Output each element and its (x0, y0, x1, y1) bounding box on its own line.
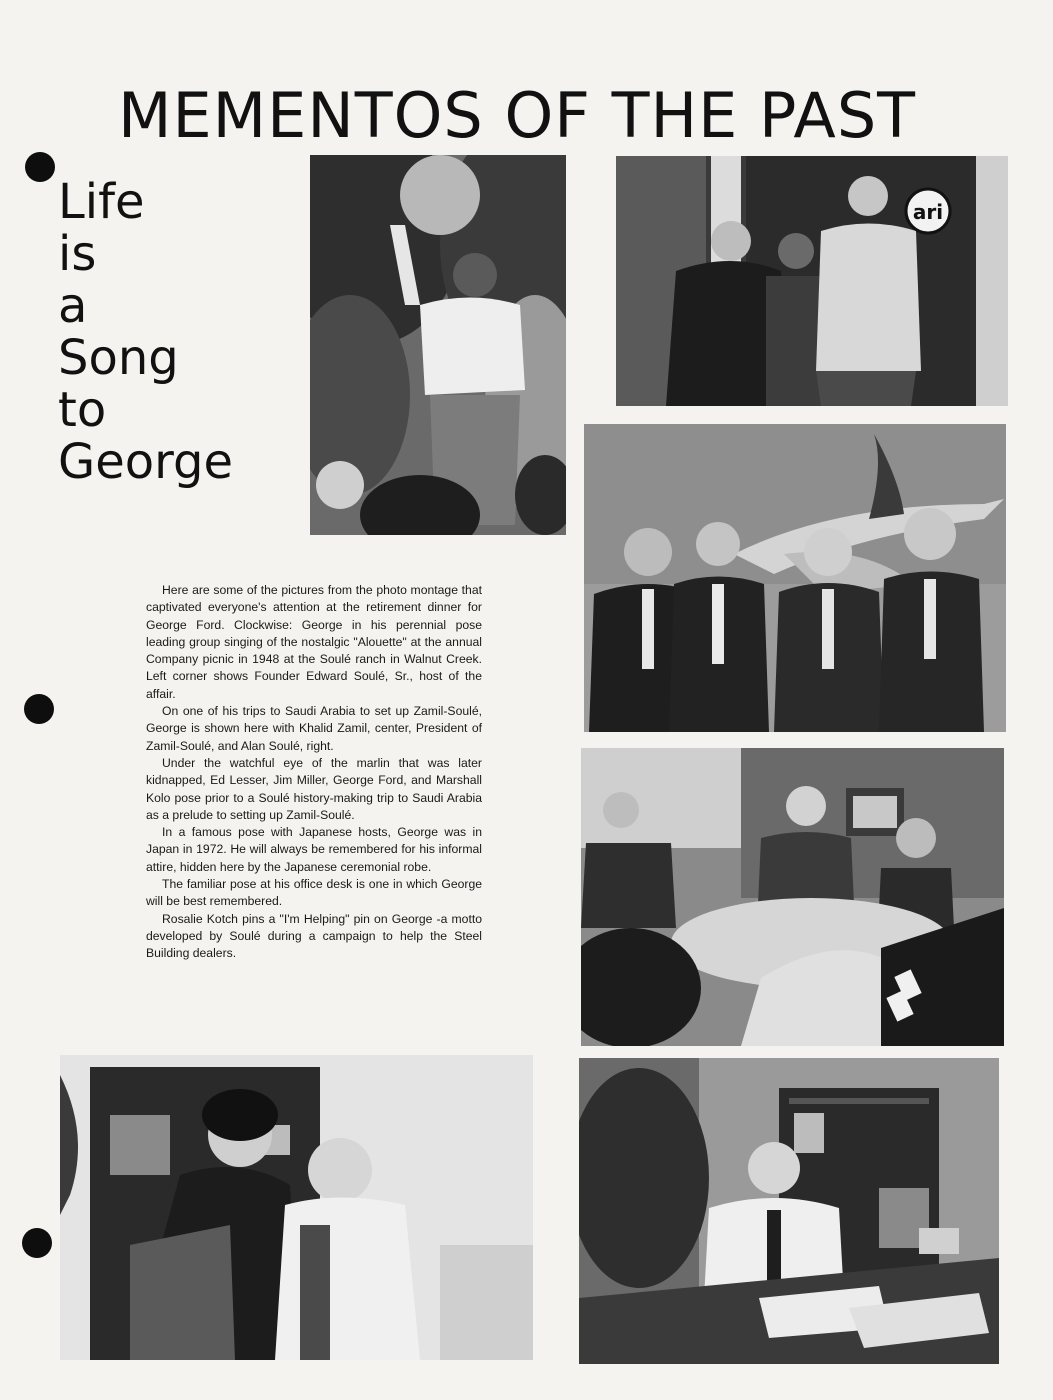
article-paragraph: On one of his trips to Saudi Arabia to set up Zamil-Soulé, George is shown here with Khalid Zamil, center, President of Zamil-Soulé, and Alan Soulé, right. (146, 704, 482, 753)
article-paragraph: Here are some of the pictures from the photo montage that captivated everyone's attention at the retirement dinner for George Ford. Clockwise: George in his perennial pose leading group singing of the nostalgic "Alouette" at the annual Company picnic in 1948 at the Soulé ranch in Walnut Creek. Left corner shows Founder Edward Soulé, Sr., host of the affair. (146, 583, 482, 701)
subtitle-line: Life (58, 174, 145, 230)
photo-im-helping-pin (60, 1055, 533, 1360)
subtitle-line: a (58, 278, 88, 334)
article-paragraph: Rosalie Kotch pins a "I'm Helping" pin on George -a motto developed by Soulé during a campaign to help the Steel Building dealers. (146, 911, 482, 961)
binder-hole-middle (24, 694, 54, 724)
photo-marlin-group (584, 424, 1006, 732)
subtitle-line: Song (58, 330, 179, 386)
subtitle-line: George (58, 434, 233, 490)
photo-office-desk (579, 1058, 999, 1364)
page-title: MEMENTOS OF THE PAST (118, 79, 917, 152)
article-paragraph: In a famous pose with Japanese hosts, George was in Japan in 1972. He will always be remembered for his informal attire, hidden here by the Japanese ceremonial robe. (146, 825, 482, 874)
page-subtitle (58, 176, 233, 488)
subtitle-line: is (58, 226, 97, 282)
subtitle-line: to (58, 382, 107, 438)
binder-hole-bottom (22, 1228, 52, 1258)
article-body (146, 582, 482, 963)
photo-singing-picnic (310, 155, 566, 535)
binder-hole-top (25, 152, 55, 182)
photo-japan-dinner (581, 748, 1004, 1046)
article-paragraph: Under the watchful eye of the marlin that was later kidnapped, Ed Lesser, Jim Miller, George Ford, and Marshall Kolo pose prior to a Soulé history-making trip to Saudi Arabia as a prelude to setting up Zamil-Soulé. (146, 755, 482, 822)
photo-saudi-arabia-trip (616, 156, 1008, 406)
article-paragraph: The familiar pose at his office desk is one in which George will be best remembered. (146, 877, 482, 909)
ari-logo-text: ari (912, 200, 944, 224)
